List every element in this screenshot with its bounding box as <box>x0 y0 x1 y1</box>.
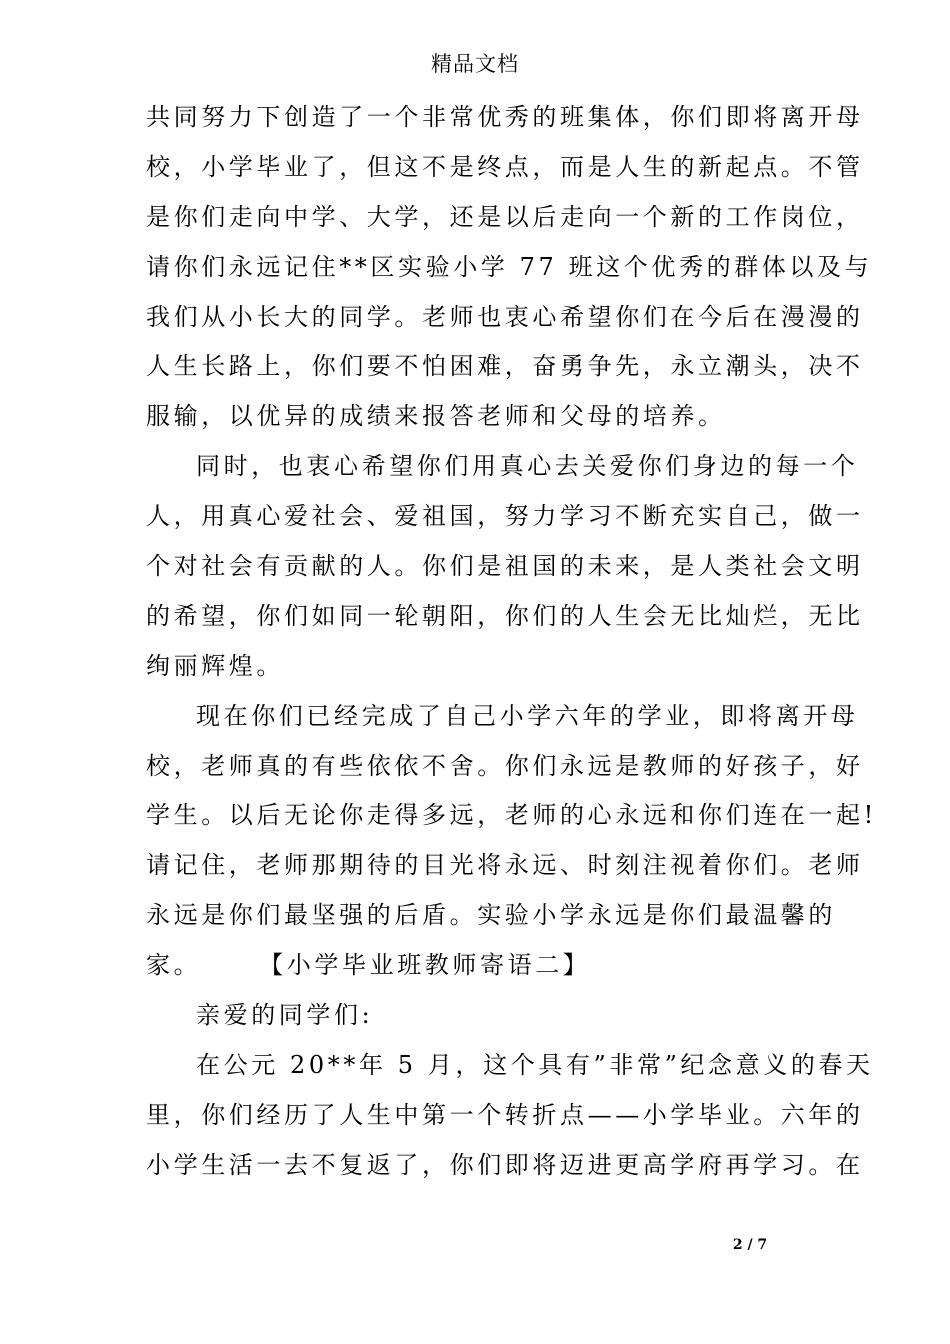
document-header: 精品文档 <box>431 52 519 76</box>
body-line: 家。 <box>146 951 202 980</box>
body-line: 个对社会有贡献的人。你们是祖国的未来，是人类社会文明 <box>146 552 864 581</box>
body-line: 小学生活一去不复返了，你们即将迈进更高学府再学习。在 <box>146 1150 864 1179</box>
body-line: 我们从小长大的同学。老师也衷心希望你们在今后在漫漫的 <box>146 302 864 331</box>
page-number: 2 / 7 <box>732 1237 768 1253</box>
body-line: 学生。以后无论你走得多远，老师的心永远和你们连在一起! <box>146 801 877 830</box>
body-line: 校，老师真的有些依依不舍。你们永远是教师的好孩子，好 <box>146 751 864 780</box>
salutation: 亲爱的同学们: <box>196 1001 374 1030</box>
body-line: 绚丽辉煌。 <box>146 651 284 680</box>
body-line: 共同努力下创造了一个非常优秀的班集体，你们即将离开母 <box>146 103 864 131</box>
body-line: 永远是你们最坚强的后盾。实验小学永远是你们最温馨的 <box>146 901 836 930</box>
body-line-with-heading <box>146 941 826 991</box>
body-line: 现在你们已经完成了自己小学六年的学业，即将离开母 <box>196 701 859 730</box>
section-heading: 【小学毕业班教师寄语二】 <box>259 951 591 980</box>
body-line: 校，小学毕业了，但这不是终点，而是人生的新起点。不管 <box>146 152 864 181</box>
body-line: 同时，也衷心希望你们用真心去关爱你们身边的每一个 <box>196 452 859 481</box>
body-line: 请你们永远记住**区实验小学 77 班这个优秀的群体以及与 <box>146 252 873 281</box>
body-line: 服输，以优异的成绩来报答老师和父母的培养。 <box>146 402 726 431</box>
body-line: 人，用真心爱社会、爱祖国，努力学习不断充实自己，做一 <box>146 502 864 531</box>
body-line: 在公元 20**年 5 月，这个具有”非常”纪念意义的春天 <box>196 1050 874 1079</box>
body-line: 是你们走向中学、大学，还是以后走向一个新的工作岗位， <box>146 202 864 231</box>
body-line: 人生长路上，你们要不怕困难，奋勇争先，永立潮头，决不 <box>146 352 864 381</box>
body-line: 里，你们经历了人生中第一个转折点——小学毕业。六年的 <box>146 1100 864 1129</box>
body-line: 的希望，你们如同一轮朝阳，你们的人生会无比灿烂，无比 <box>146 601 864 630</box>
document-body <box>146 93 877 1191</box>
body-line: 请记住，老师那期待的目光将永远、时刻注视着你们。老师 <box>146 851 864 880</box>
